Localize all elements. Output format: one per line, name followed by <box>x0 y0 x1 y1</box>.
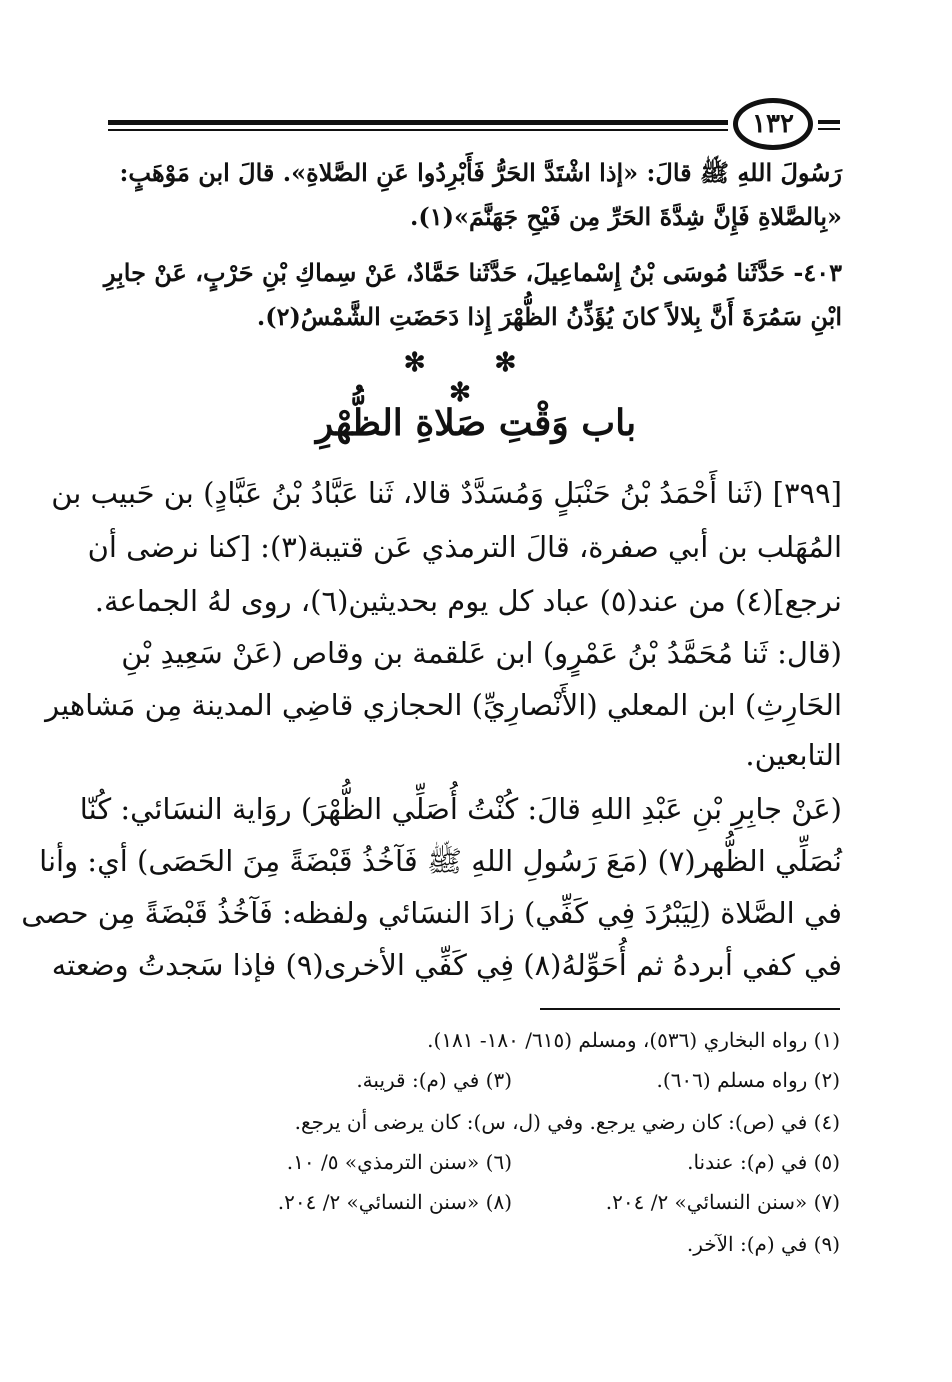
commentary-line-9: في الصَّلاة (لِيَبْرُدَ فِي كَفِّي) زادَ النسَائي ولفظه: فَآخُذُ قَبْضَةً مِن حصى <box>21 896 842 930</box>
section-separator: ✻ ✻ ✻ <box>403 348 547 408</box>
header-rule-end <box>818 120 840 124</box>
chapter-title: باب وَقْتِ صَلاةِ الظُّهْرِ <box>315 402 637 444</box>
footnote-1: (١) رواه البخاري (٥٣٦)، ومسلم (٦١٥/ ١٨٠- ١٨١). <box>427 1028 840 1052</box>
commentary-line-6: التابعين. <box>745 738 842 772</box>
footnote-6: (٦) «سنن الترمذي» ٥/ ١٠. <box>286 1150 512 1174</box>
commentary-line-5: الحَارِثِ) ابن المعلي (الأَنْصارِيِّ) الحجازي قاضِي المدينة مِن مَشاهير <box>45 688 842 722</box>
footnote-2: (٢) رواه مسلم (٦٠٦). <box>656 1068 840 1092</box>
page-number: ١٣٢ <box>733 98 813 150</box>
commentary-line-4: (قال: ثَنا مُحَمَّدُ بْنُ عَمْرٍو) ابن عَلقمة بن وقاص (عَنْ سَعِيدِ بْنِ <box>121 636 842 670</box>
header-rule-end-thin <box>818 128 840 130</box>
header-rule-thin <box>108 129 728 131</box>
footnote-8: (٨) «سنن النسائي» ٢/ ٢٠٤. <box>277 1190 512 1214</box>
commentary-line-1: [٣٩٩] (ثَنا أَحْمَدُ بْنُ حَنْبَلٍ وَمُسَدَّدٌ قالا، ثَنا عَبَّادُ بْنُ عَبَّادٍ) بن حَبيب بن <box>51 476 842 510</box>
commentary-line-10: في كفي أبردهُ ثم أُحَوِّلهُ(٨) فِي كَفِّي الأخرى(٩) فإذا سَجدتُ وضعته <box>51 948 842 982</box>
commentary-line-2: المُهَلب بن أبي صفرة، قالَ الترمذي عَن قتيبة(٣): [كنا نرضى أن <box>87 530 842 564</box>
top-line-4: ابْنِ سَمُرَةَ أَنَّ بِلالاً كانَ يُؤَذِّنُ الظُّهْرَ إِذا دَحَضَتِ الشَّمْسُ(٢). <box>256 302 842 331</box>
top-line-3: ٤٠٣- حَدَّثَنا مُوسَى بْنُ إِسْماعِيلَ، حَدَّثَنا حَمَّادٌ، عَنْ سِماكِ بْنِ حَرْبٍ، عَنْ جابِرِ <box>103 258 842 287</box>
top-line-1: رَسُولَ اللهِ ﷺ قالَ: «إذا اشْتَدَّ الحَرُّ فَأَبْرِدُوا عَنِ الصَّلاةِ». قالَ ابن مَوْهَبٍ: <box>119 158 842 187</box>
footnote-divider <box>540 1008 840 1010</box>
footnote-7: (٧) «سنن النسائي» ٢/ ٢٠٤. <box>605 1190 840 1214</box>
commentary-line-7: (عَنْ جابِرِ بْنِ عَبْدِ اللهِ قالَ: كُنْتُ أُصَلِّي الظُّهْرَ) روَاية النسَائي: كُنّا <box>79 792 842 826</box>
commentary-line-8: نُصَلِّي الظُّهر(٧) (مَعَ رَسُولِ اللهِ ﷺ فَآخُذُ قَبْضَةً مِنَ الحَصَى) أي: وأنا <box>39 844 842 878</box>
header-rule <box>108 120 728 125</box>
footnote-5: (٥) في (م): عندنا. <box>687 1150 840 1174</box>
footnote-3: (٣) في (م): قريبة. <box>356 1068 512 1092</box>
top-line-2: «بِالصَّلاةِ فَإِنَّ شِدَّةَ الحَرِّ مِن فَيْحِ جَهَنَّمَ»(١). <box>410 202 842 231</box>
commentary-line-3: نرجع](٤) من عند(٥) عباد كل يوم بحديثين(٦)، روى لهُ الجماعة. <box>94 584 842 618</box>
footnote-4: (٤) في (ص): كان رضي يرجع. وفي (ل، س): كان يرضى أن يرجع. <box>294 1110 840 1134</box>
footnote-9: (٩) في (م): الآخر. <box>686 1232 840 1256</box>
